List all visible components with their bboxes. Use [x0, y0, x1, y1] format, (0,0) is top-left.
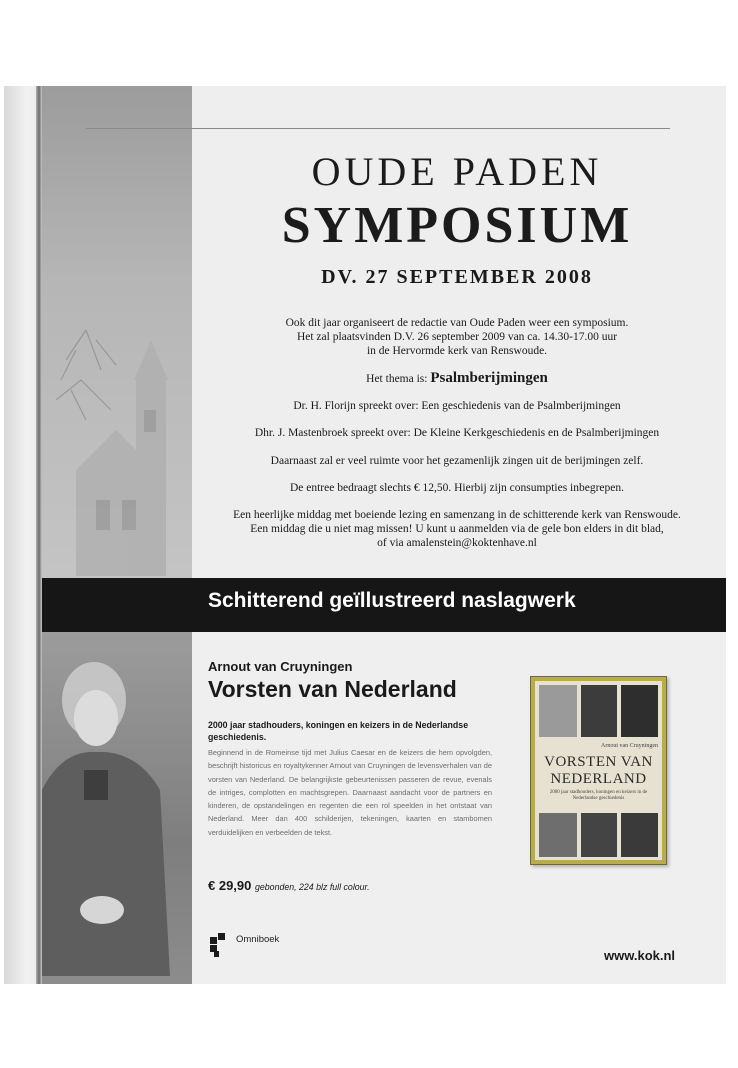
- header-line2: SYMPOSIUM: [281, 197, 633, 254]
- book-price: € 29,90: [208, 878, 252, 893]
- cover-author: Arnout van Cruyningen: [601, 743, 658, 749]
- book-cover: [530, 676, 667, 865]
- publisher-url[interactable]: www.kok.nl: [604, 948, 676, 963]
- church-photo: [56, 320, 186, 576]
- intro-paragraph: [192, 316, 722, 358]
- cover-portrait: [539, 685, 577, 737]
- closing-line: of via amalenstein@koktenhave.nl: [377, 537, 537, 549]
- thema-value: Psalmberijmingen: [430, 370, 548, 386]
- cover-portrait: [581, 685, 617, 737]
- cover-portrait: [621, 813, 658, 857]
- top-rule: [86, 128, 670, 129]
- banner-text: Schitterend geïllustreerd naslagwerk: [208, 589, 576, 612]
- singing-text: Daarnaast zal er veel ruimte voor het gezamenlijk zingen uit de berijmingen zelf.: [270, 455, 644, 467]
- speaker-2: Dhr. J. Mastenbroek spreekt over: De Kleine Kerkgeschiedenis en de Psalmberijmingen: [254, 427, 660, 439]
- intro-line: Het zal plaatsvinden D.V. 26 september 2009 van ca. 14.30-17.00 uur: [296, 331, 618, 343]
- book-author: Arnout van Cruyningen: [208, 659, 353, 674]
- entree-text: De entree bedraagt slechts € 12,50. Hierbij zijn consumpties inbegrepen.: [289, 482, 625, 494]
- cover-portrait: [539, 813, 577, 857]
- cover-title-line1: VORSTEN VAN: [544, 754, 653, 770]
- book-price-line: [208, 878, 370, 893]
- cover-portrait: [581, 813, 617, 857]
- thema-label: Het thema is:: [366, 373, 431, 385]
- book-title: Vorsten van Nederland: [208, 676, 457, 702]
- speaker-1: Dr. H. Florijn spreekt over: Een geschiedenis van de Psalmberijmingen: [293, 400, 621, 412]
- book-cover-inner: [535, 681, 662, 860]
- intro-line: in de Hervormde kerk van Renswoude.: [366, 345, 548, 357]
- symposium-body: [192, 316, 722, 563]
- logo-text: Omniboek: [236, 934, 280, 945]
- cover-portrait: [621, 685, 658, 737]
- closing-line: Een heerlijke middag met boeiende lezing en samenzang in de schitterende kerk van Renswoude.: [233, 509, 681, 521]
- book-subtitle: 2000 jaar stadhouders, koningen en keizers in de Nederlandse geschiedenis.: [208, 720, 469, 742]
- thema-paragraph: [192, 371, 722, 386]
- symposium-header: [192, 150, 722, 289]
- cover-subtitle: 2000 jaar stadhouders, koningen en keizers in de Nederlandse geschiedenis: [549, 790, 648, 801]
- closing-line: Een middag die u niet mag missen! U kunt u aanmelden via de gele bon elders in dit blad,: [250, 523, 664, 535]
- event-date: DV. 27 SEPTEMBER 2008: [321, 266, 593, 288]
- book-description: Beginnend in de Romeinse tijd met Julius Caesar en de keizers die hem opvolgden, beschrijft historicus en royaltykenner Arnout van Cruyningen de levensverhalen van de vorsten van Nederland. De belangrijkste gebeurtenissen passeren de revue, evenals de intriges, complotten en machtsgrepen. Daarnaast aandacht voor de partners en kinderen, de opstandelingen en regenten die een rol speelden in het ontstaat van Nederland. Meer dan 400 schilderijen, tekeningen, kaarten en stambomen verduidelijken en verbeelden de tekst.: [208, 748, 492, 837]
- intro-line: Ook dit jaar organiseert de redactie van Oude Paden weer een symposium.: [285, 317, 629, 329]
- omniboek-logo-icon: [208, 931, 236, 959]
- closing-paragraph: [192, 508, 722, 550]
- cover-title-line2: NEDERLAND: [550, 771, 647, 787]
- header-line1: OUDE PADEN: [311, 149, 603, 194]
- book-price-note: gebonden, 224 blz full colour.: [255, 882, 370, 892]
- queen-portrait: [42, 640, 192, 976]
